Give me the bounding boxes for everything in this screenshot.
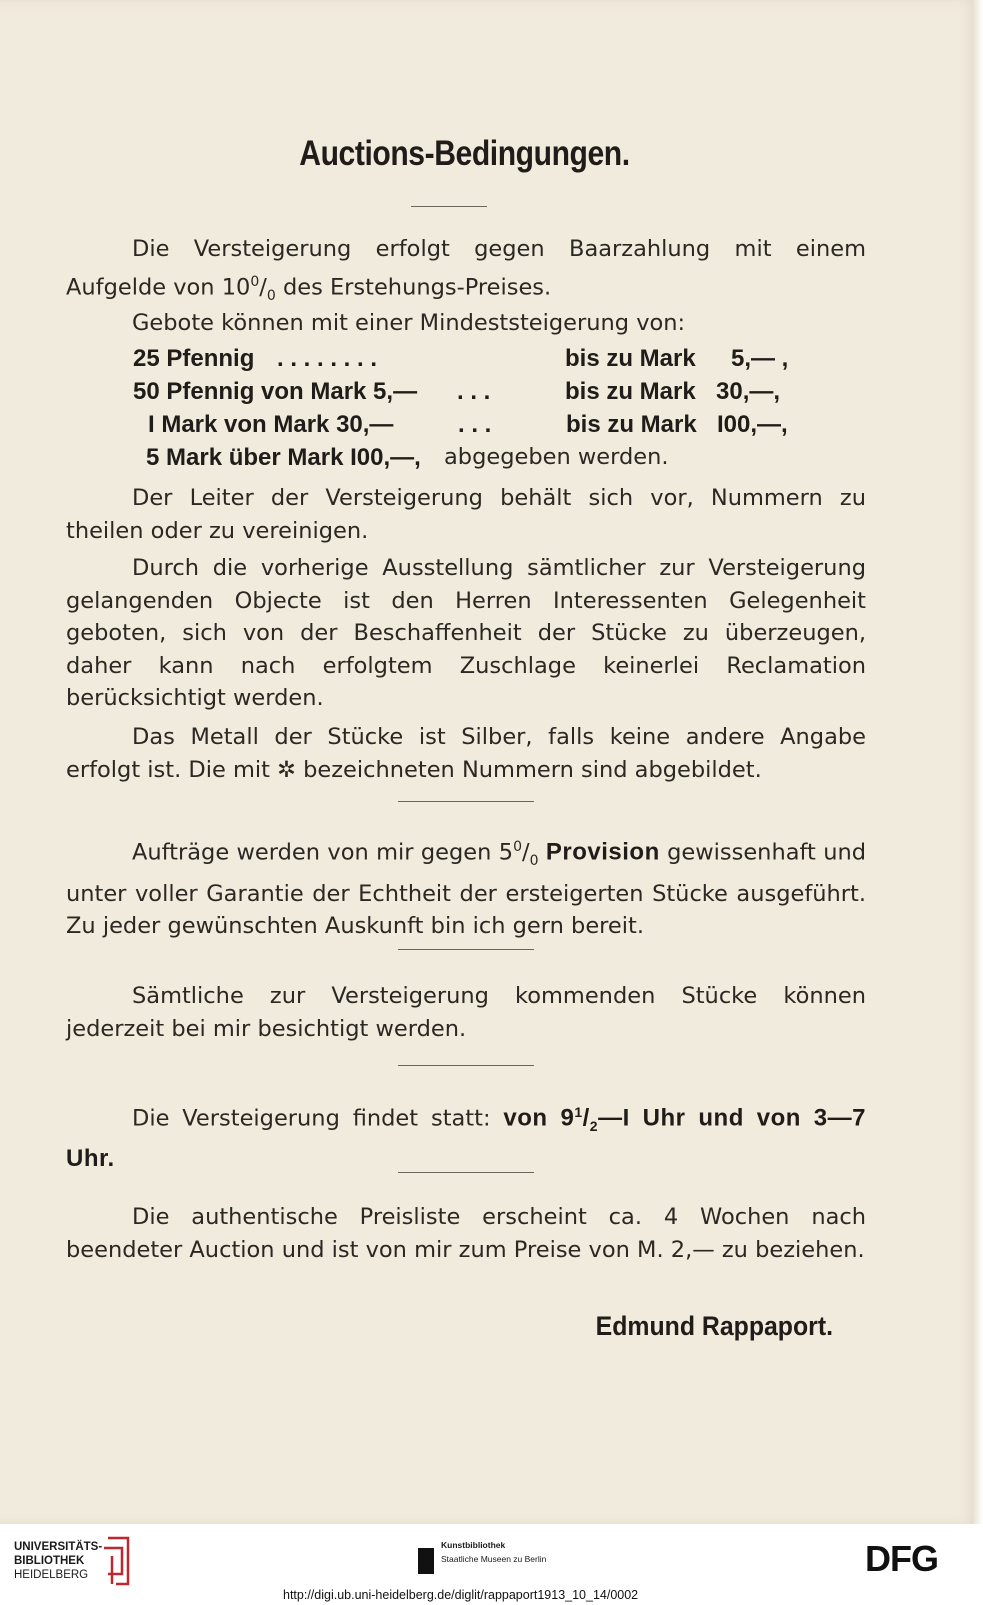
paragraph-auftraege: Aufträge werden von mir gegen $5^0/_0$ Provision gewissenhaft und unter voller Garantie der Echtheit der ersteigerten Stücke ausgeführt. Zu jeder gewünschten Auskunft bin ich gern bereit. [66,838,867,939]
increment-row: 50 Pfennig von Mark 5,— . . . bis zu Mark 30,—, [133,378,781,405]
kunstbibliothek-logo-icon [418,1548,434,1574]
increment-row: I Mark von Mark 30,— . . . bis zu Mark I00,—, [148,411,788,438]
intro-paragraph: Die Versteigerung erfolgt gegen Baarzahlung mit einem Aufgelde von $10^0/_0$ des Erstehungs-Preises. [66,236,866,304]
page-title: Auctions-Bedingungen. [299,134,630,173]
intro-line2: Gebote können mit einer Mindeststeigerung von: [132,310,686,336]
section-divider [398,801,534,802]
footer-bar [0,1524,983,1605]
kunstbibliothek-text: Kunstbibliothek Staatliche Museen zu Berlin [441,1540,547,1564]
increment-row: 25 Pfennig . . . . . . . . bis zu Mark 5,— , [133,345,789,372]
section-divider [398,1065,534,1066]
paragraph-preisliste: Die authentische Preisliste erscheint ca. 4 Wochen nach beendeter Auction und ist von mir zum Preise von M. 2,— zu beziehen. [66,1204,866,1263]
paragraph-ausstellung: Durch die vorherige Ausstellung sämtlicher zur Versteigerung gelangenden Objecte ist den Herren Interessenten Gelegenheit geboten, sich von der Beschaffenheit der Stücke zu überzeugen, daher kann nach erfolgtem Zuschlage keinerlei Reclamation berücksichtigt werden. [66,555,866,711]
permalink-url[interactable]: http://digi.ub.uni-heidelberg.de/diglit/rappaport1913_10_14/0002 [283,1588,639,1602]
dfg-logo: DFG [865,1538,938,1579]
page-edge-shadow [973,0,983,1524]
ub-heidelberg-logo-icon [100,1534,132,1588]
increment-row-last: 5 Mark über Mark I00,—, abgegeben werden. [146,444,669,471]
intro-text: Die Versteigerung erfolgt gegen Baarzahlung mit einem Aufgelde von 10 [66,236,866,300]
paragraph-zeit: Die Versteigerung findet statt: von $9^1/_2—I$ Uhr und von 3—7 Uhr. [66,1104,866,1172]
section-divider [398,949,534,950]
signature: Edmund Rappaport. [595,1311,833,1341]
section-divider [398,1172,534,1173]
paragraph-besichtigt: Sämtliche zur Versteigerung kommenden Stücke können jederzeit bei mir besichtigt werden. [66,983,866,1042]
paragraph-metall: Das Metall der Stücke ist Silber, falls keine andere Angabe erfolgt ist. Die mit ✲ bezeichneten Nummern sind abgebildet. [66,724,866,783]
paragraph-leiter: Der Leiter der Versteigerung behält sich vor, Nummern zu theilen oder zu vereinigen. [66,485,866,544]
ub-heidelberg-text: UNIVERSITÄTS- BIBLIOTHEK HEIDELBERG [14,1541,103,1581]
title-divider [411,206,487,207]
provision-label: Provision [538,838,660,866]
